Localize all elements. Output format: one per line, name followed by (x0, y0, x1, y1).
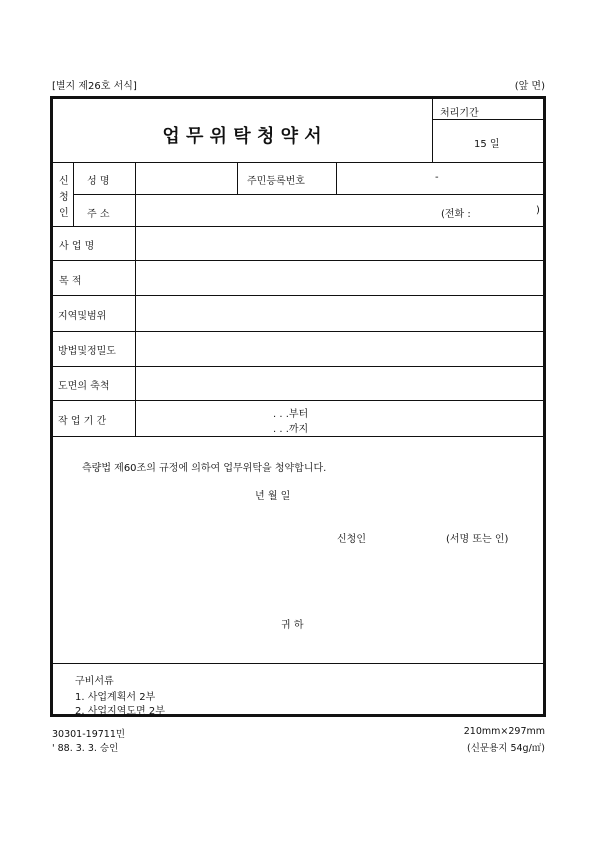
page-side-label: (앞 면) (514, 81, 545, 92)
approval-date: ' 88. 3. 3. 승인 (52, 743, 119, 754)
divider (432, 119, 543, 120)
period-from: . . .부터 (273, 409, 309, 420)
col-line (135, 162, 136, 436)
col-line (336, 162, 337, 194)
document-item: 2. 사업지역도면 2부 (75, 706, 165, 717)
map-scale-label: 도면의 축척 (58, 381, 110, 392)
applicant-label-2: 청 (59, 192, 69, 203)
col-line (73, 162, 74, 226)
method-precision-label: 방법및정밀도 (58, 346, 116, 357)
business-name-label: 사 업 명 (59, 241, 95, 252)
applicant-label-1: 신 (59, 176, 69, 187)
documents-title: 구비서류 (75, 676, 114, 687)
addressee: 귀 하 (281, 620, 304, 631)
row-line (53, 162, 543, 163)
applicant-signature-label: 신청인 (337, 534, 366, 545)
work-period-label: 작 업 기 간 (58, 416, 107, 427)
region-scope-label: 지역및범위 (58, 311, 107, 322)
row-line (53, 400, 543, 401)
application-statement: 측량법 제60조의 규정에 의하여 업무위탁을 청약합니다. (82, 463, 327, 474)
signature-note: (서명 또는 인) (446, 534, 509, 545)
row-line (53, 260, 543, 261)
form-number: [별지 제26호 서식] (52, 81, 137, 92)
form-code: 30301-19711민 (52, 729, 126, 740)
resident-id-label: 주민등록번호 (247, 176, 305, 187)
resident-id-separator: - (435, 172, 439, 183)
divider (432, 99, 433, 162)
processing-period-value: 15 일 (474, 139, 500, 150)
row-line (53, 226, 543, 227)
row-line (53, 295, 543, 296)
row-line (73, 194, 543, 195)
phone-label: (전화 : (441, 209, 471, 220)
period-to: . . .까지 (273, 424, 309, 435)
col-line (237, 162, 238, 194)
processing-period-label: 처리기간 (440, 108, 479, 119)
name-label: 성 명 (87, 176, 110, 187)
purpose-label: 목 적 (59, 276, 82, 287)
date-line: 년 월 일 (255, 491, 291, 502)
form-title: 업 무 위 탁 청 약 서 (162, 126, 322, 147)
paper-spec: (신문용지 54g/㎡) (467, 743, 545, 754)
address-label: 주 소 (87, 209, 110, 220)
paper-size: 210mm×297mm (463, 726, 545, 737)
phone-close: ) (536, 205, 540, 216)
row-line (53, 663, 543, 664)
row-line (53, 436, 543, 437)
row-line (53, 366, 543, 367)
applicant-label-3: 인 (59, 208, 69, 219)
document-item: 1. 사업계획서 2부 (75, 692, 156, 703)
row-line (53, 331, 543, 332)
